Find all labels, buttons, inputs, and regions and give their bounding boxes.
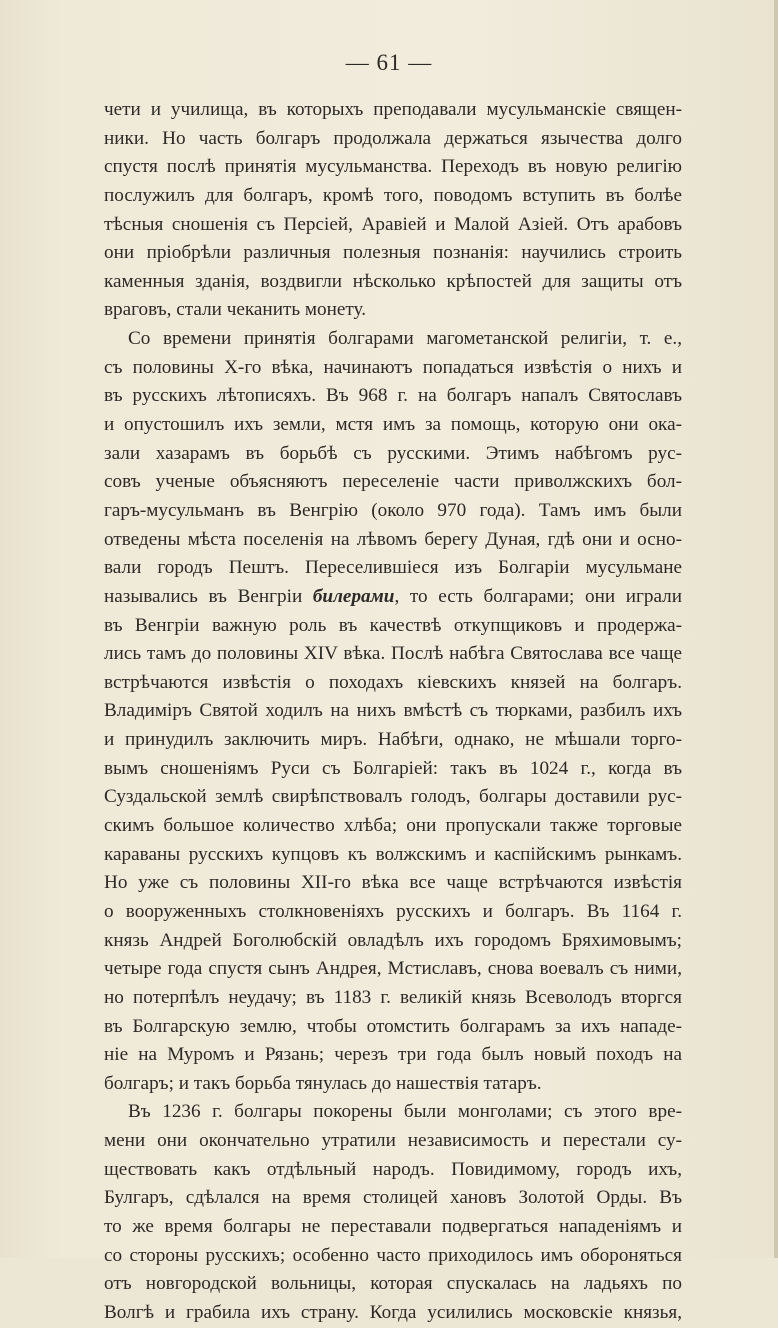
text-line: четыре года спустя сынъ Андрея, Мстиславъ, снова воевалъ съ ними, [104,958,682,980]
text-line: въ русскихъ лѣтописяхъ. Въ 968 г. на болгаръ напалъ Святославъ [104,385,682,407]
text-line: ніе на Муромъ и Рязань; черезъ три года былъ новый походъ на [104,1044,682,1066]
text-line: ществовать какъ отдѣльный народъ. Повидимому, городъ ихъ, [104,1158,682,1180]
text-line: то же время болгары не переставали подвергаться нападеніямъ и [104,1215,682,1237]
text-line: и опустошилъ ихъ земли, мстя имъ за помощь, которую они ока- [104,414,682,436]
text-line: Волгѣ и грабила ихъ страну. Когда усилились московскіе князья, [104,1301,682,1323]
text-line: со стороны русскихъ; особенно часто приходилось имъ обороняться [104,1244,682,1266]
text-line: гаръ-мусульманъ въ Венгрію (около 970 года). Тамъ имъ были [104,499,682,521]
text-line: Со времени принятія болгарами магометанской религіи, т. е., [128,328,682,350]
text-line: Владиміръ Святой ходилъ на нихъ вмѣстѣ съ тюрками, разбилъ ихъ [104,700,682,722]
text-line: отведены мѣста поселенія на лѣвомъ берегу Дуная, гдѣ они и осно- [104,528,682,550]
text-line: чети и училища, въ которыхъ преподавали мусульманскіе священ- [104,99,682,120]
text-line: послужилъ для болгаръ, кромѣ того, поводомъ вступить въ болѣе [104,184,682,206]
text-line: вали городъ Пештъ. Переселившіеся изъ Болгаріи мусульмане [104,557,682,579]
text-line: совъ ученые объясняютъ переселеніе части приволжскихъ бол- [104,471,682,493]
text-line: ники. Но часть болгаръ продолжала держаться язычества долго [104,127,682,149]
text-line: и принудилъ заключить миръ. Набѣги, однако, не мѣшали торго- [104,729,682,751]
text-line: спустя послѣ принятія мусульманства. Переходъ въ новую религію [104,156,682,178]
text-line: караваны русскихъ купцовъ къ волжскимъ и каспійскимъ рынкамъ. [104,843,682,865]
text-line: въ Венгріи важную роль въ качествѣ откупщиковъ и продержа- [104,614,682,636]
text-line: князь Андрей Боголюбскій овладѣлъ ихъ городомъ Бряхимовымъ; [104,929,682,951]
text-line: вымъ сношеніямъ Руси съ Болгаріей: такъ въ 1024 г., когда въ [104,757,682,779]
text-line: зали хазарамъ въ борьбѣ съ русскими. Этимъ набѣгомъ рус- [104,442,682,464]
text-line: Суздальской землѣ свирѣпствовалъ голодъ, болгары доставили рус- [104,786,682,808]
text-line: мени они окончательно утратили независимость и перестали су- [104,1130,682,1152]
text-line: болгаръ; и такъ борьба тянулась до нашествія татаръ. [104,1072,542,1094]
text-line: скимъ большое количество хлѣба; они пропускали также торговые [104,815,682,837]
page-number: — 61 — [345,50,433,75]
text-line: Булгаръ, сдѣлался на время столицей хановъ Золотой Орды. Въ [104,1187,682,1209]
text-line: Но уже съ половины XII-го вѣка все чаще встрѣчаются извѣстія [104,872,682,894]
text-line: отъ новгородской вольницы, которая спускалась на ладьяхъ по [104,1273,682,1295]
text-line: лись тамъ до половины XIV вѣка. Послѣ набѣга Святослава все чаще [104,643,682,665]
body-text [104,96,682,1328]
text-line: въ Болгарскую землю, чтобы отомстить болгарамъ за ихъ нападе- [104,1015,682,1037]
text-line: каменныя зданія, воздвигли нѣсколько крѣпостей для защиты отъ [104,270,682,292]
text-line: съ половины X-го вѣка, начинаютъ попадаться извѣстія о нихъ и [104,356,682,378]
text-line: враговъ, стали чеканить монету. [104,299,367,321]
text-line: встрѣчаются извѣстія о походахъ кіевскихъ князей на болгаръ. [104,671,682,693]
page-edge-shadow [774,0,778,1258]
text-line: Въ 1236 г. болгары покорены были монголами; съ этого вре- [128,1101,682,1123]
text-line: они пріобрѣли различныя полезныя познанія: научились строить [104,242,682,264]
text-line: но потерпѣлъ неудачу; въ 1183 г. великій князь Всеволодъ вторгся [104,986,682,1008]
text-line: о вооруженныхъ столкновеніяхъ русскихъ и болгаръ. Въ 1164 г. [104,900,682,922]
text-line: назывались въ Венгріи билерами, то есть болгарами; они играли [104,585,682,607]
text-line: тѣсныя сношенія съ Персіей, Аравіей и Малой Азіей. Отъ арабовъ [104,213,682,235]
